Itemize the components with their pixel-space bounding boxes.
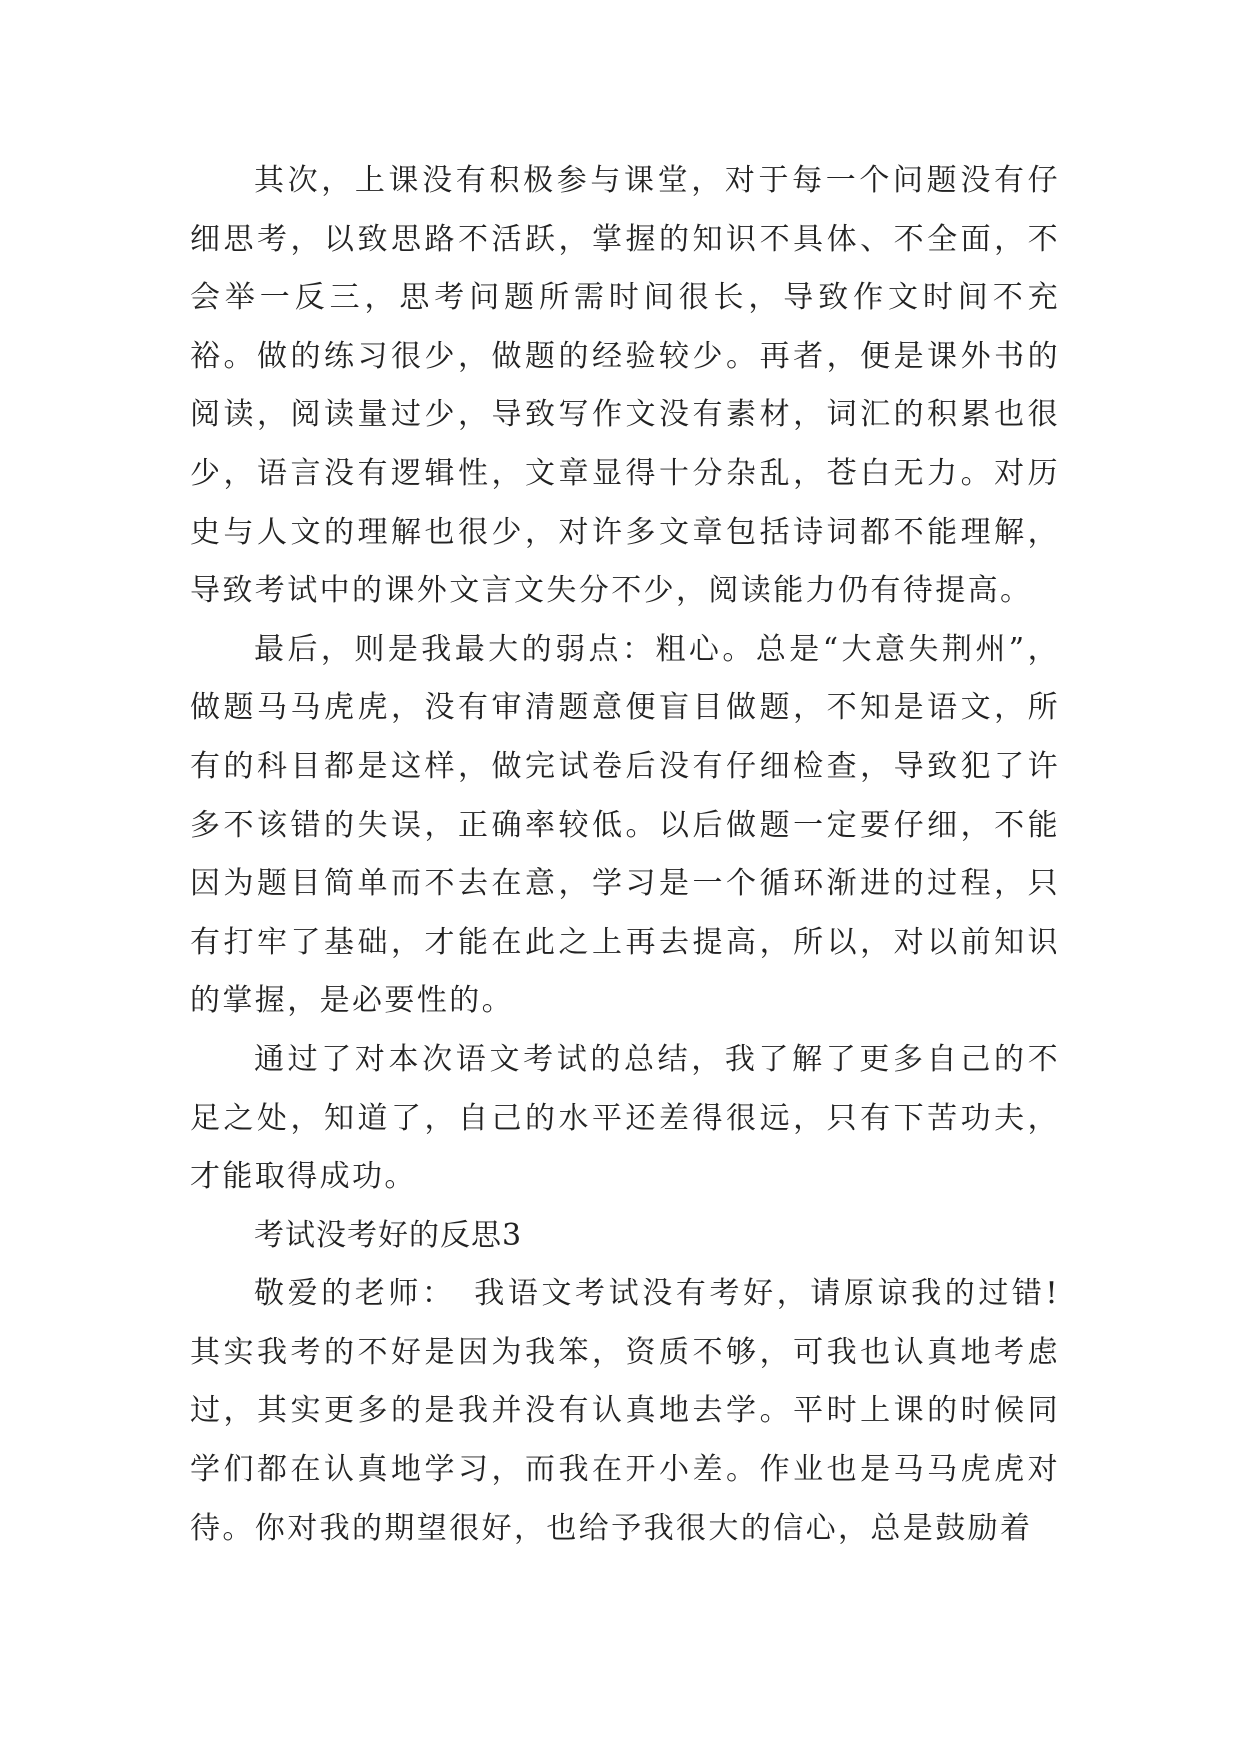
paragraph-conclusion: 通过了对本次语文考试的总结，我了解了更多自己的不足之处，知道了，自己的水平还差得很远，只有下苦功夫，才能取得成功。 (190, 1041, 1060, 1195)
paragraph-carelessness: 最后，则是我最大的弱点：粗心。总是“大意失荆州”，做题马马虎虎，没有审清题意便盲目做题，不知是语文，所有的科目都是这样，做完试卷后没有仔细检查，导致犯了许多不该错的失误，正确率较低。以后做题一定要仔细，不能因为题目简单而不去在意，学习是一个循环渐进的过程，只有打牢了基础，才能在此之上再去提高，所以，对以前知识的掌握，是必要性的。 (190, 631, 1060, 1019)
document-body (190, 152, 1060, 1558)
paragraph-reasons: 其次，上课没有积极参与课堂，对于每一个问题没有仔细思考，以致思路不活跃，掌握的知识不具体、不全面，不会举一反三，思考问题所需时间很长，导致作文时间不充裕。做的练习很少，做题的经验较少。再者，便是课外书的阅读，阅读量过少，导致写作文没有素材，词汇的积累也很少，语言没有逻辑性，文章显得十分杂乱，苍白无力。对历史与人文的理解也很少，对许多文章包括诗词都不能理解，导致考试中的课外文言文失分不少，阅读能力仍有待提高。 (190, 163, 1060, 609)
section-title: 考试没考好的反思3 (254, 1217, 523, 1253)
paragraph-letter: 敬爱的老师： 我语文考试没有考好，请原谅我的过错!其实我考的不好是因为我笨，资质不够，可我也认真地考虑过，其实更多的是我并没有认真地去学。平时上课的时候同学们都在认真地学习，而我在开小差。作业也是马马虎虎对待。你对我的期望很好，也给予我很大的信心，总是鼓励着 (190, 1276, 1060, 1546)
